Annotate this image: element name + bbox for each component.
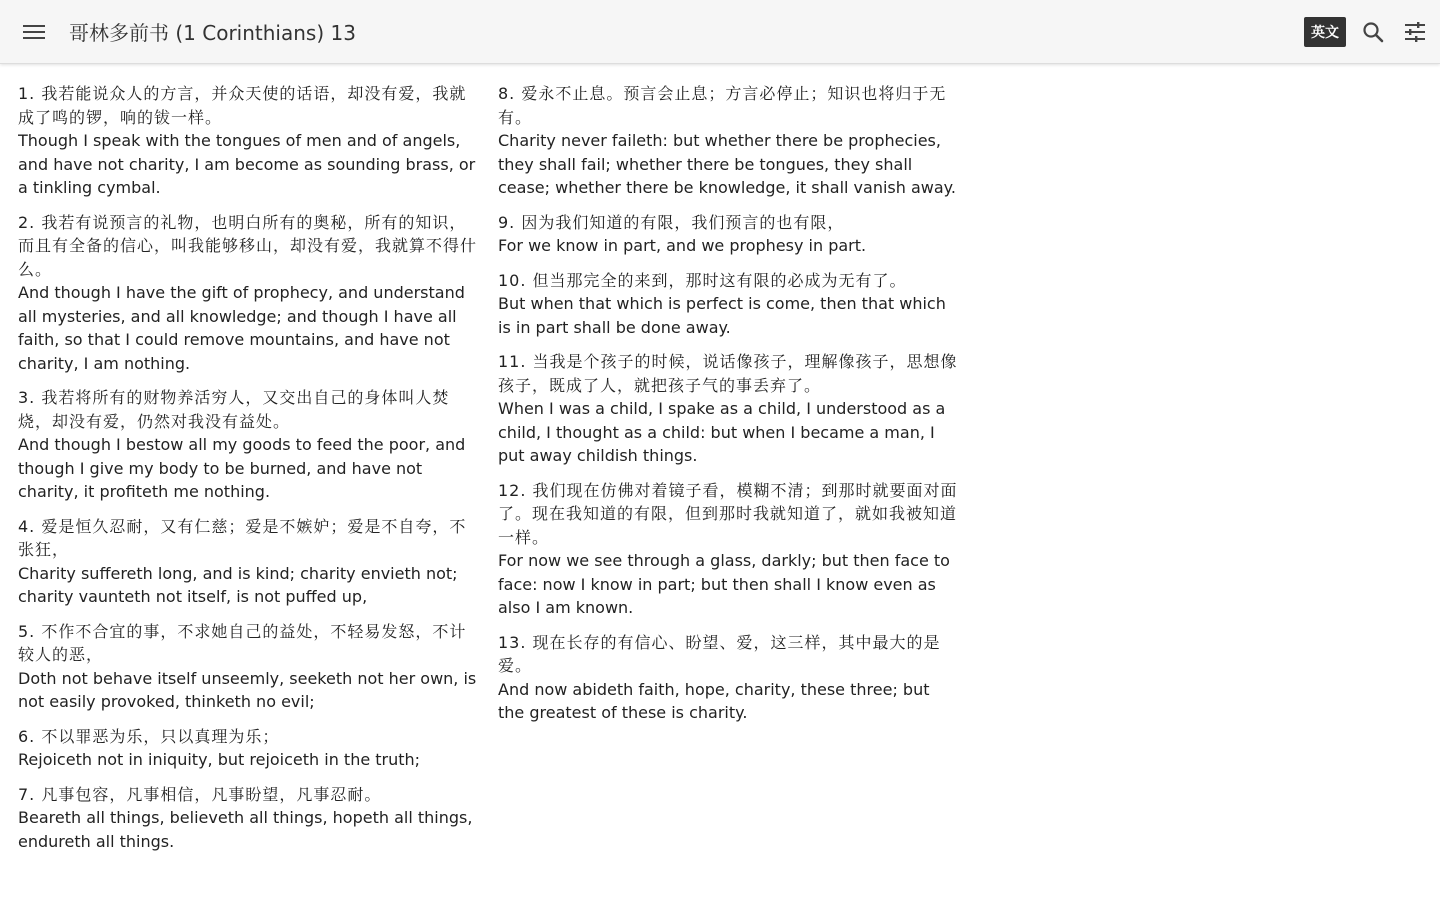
language-toggle-button[interactable]: 英文 (1304, 17, 1346, 47)
verse-english: Charity suffereth long, and is kind; charity envieth not; charity vaunteth not itself, is not puffed up, (18, 563, 458, 606)
verse (18, 211, 478, 376)
verse-english: When I was a child, I spake as a child, I understood as a child, I thought as a child: but when I became a man, I put away childish things. (498, 399, 946, 465)
verse-english: Charity never faileth: but whether there be prophecies, they shall fail; whether there be tongues, they shall cease; whether there be knowledge, it shall vanish away. (498, 131, 956, 197)
verse-chinese: 2. 我若有说预言的礼物，也明白所有的奥秘，所有的知识，而且有全备的信心，叫我能够移山，却没有爱，我就算不得什么。 (18, 212, 478, 279)
verse-english: And though I have the gift of prophecy, and understand all mysteries, and all knowledge; and though I have all faith, so that I could remove mountains, and have not charity, I am nothing. (18, 283, 465, 373)
verse-english: And though I bestow all my goods to feed the poor, and though I give my body to be burned, and have not charity, it profiteth me nothing. (18, 435, 466, 501)
verse (498, 631, 958, 725)
verse-chinese: 10. 但当那完全的来到，那时这有限的必成为无有了。 (498, 270, 907, 290)
search-icon[interactable] (1358, 17, 1388, 47)
verse (18, 725, 478, 772)
verse-english: But when that which is perfect is come, then that which is in part shall be done away. (498, 294, 946, 337)
verse-chinese: 9. 因为我们知道的有限，我们预言的也有限， (498, 212, 845, 232)
menu-bar-line (23, 31, 45, 33)
verse (498, 211, 958, 258)
verse (18, 515, 478, 609)
verse-chinese: 8. 爱永不止息。预言会止息；方言必停止；知识也将归于无有。 (498, 84, 947, 127)
toolbar-actions (1304, 0, 1430, 64)
verse-chinese: 4. 爱是恒久忍耐，又有仁慈；爱是不嫉妒；爱是不自夸，不张狂， (18, 516, 467, 559)
page-title: 哥林多前书 (1 Corinthians) 13 (69, 21, 356, 45)
verse-chinese: 11. 当我是个孩子的时候，说话像孩子，理解像孩子，思想像孩子，既成了人，就把孩子气的事丢弃了。 (498, 352, 958, 395)
hamburger-menu-icon[interactable] (23, 19, 49, 45)
verse-english: For we know in part, and we prophesy in part. (498, 236, 867, 255)
verse-english: Rejoiceth not in iniquity, but rejoiceth in the truth; (18, 750, 421, 769)
verse-chinese: 12. 我们现在仿佛对着镜子看，模糊不清；到那时就要面对面了。现在我知道的有限，但到那时我就知道了，就如我被知道一样。 (498, 480, 958, 547)
verse-english: Beareth all things, believeth all things, hopeth all things, endureth all things. (18, 808, 473, 851)
verse-chinese: 3. 我若将所有的财物养活穷人，又交出自己的身体叫人焚烧，却没有爱，仍然对我没有益处。 (18, 388, 450, 431)
verse (18, 783, 478, 854)
verse (498, 479, 958, 620)
app-bar (0, 0, 1440, 64)
verse-english: Though I speak with the tongues of men and of angels, and have not charity, I am become as sounding brass, or a tinkling cymbal. (18, 131, 476, 197)
verse (498, 350, 958, 468)
menu-bar-line (23, 37, 45, 39)
verse (18, 386, 478, 504)
verse-english: Doth not behave itself unseemly, seeketh not her own, is not easily provoked, thinketh no evil; (18, 668, 477, 711)
verse (18, 620, 478, 714)
tune-sliders-icon[interactable] (1400, 17, 1430, 47)
verse-english: And now abideth faith, hope, charity, these three; but the greatest of these is charity. (498, 679, 930, 722)
verse-chinese: 7. 凡事包容，凡事相信，凡事盼望，凡事忍耐。 (18, 784, 382, 804)
verse (498, 269, 958, 340)
chapter-text (18, 82, 958, 882)
verse (498, 82, 958, 200)
menu-bar-line (23, 25, 45, 27)
verse (18, 82, 478, 200)
verse-english: For now we see through a glass, darkly; but then face to face: now I know in part; but then shall I know even as also I am known. (498, 551, 950, 617)
verse-chinese: 6. 不以罪恶为乐，只以真理为乐； (18, 726, 280, 746)
verse-chinese: 13. 现在长存的有信心、盼望、爱，这三样，其中最大的是爱。 (498, 632, 941, 675)
verse-chinese: 5. 不作不合宜的事，不求她自己的益处，不轻易发怒，不计较人的恶， (18, 621, 467, 664)
verse-chinese: 1. 我若能说众人的方言，并众天使的话语，却没有爱，我就成了鸣的锣，响的钹一样。 (18, 84, 467, 127)
